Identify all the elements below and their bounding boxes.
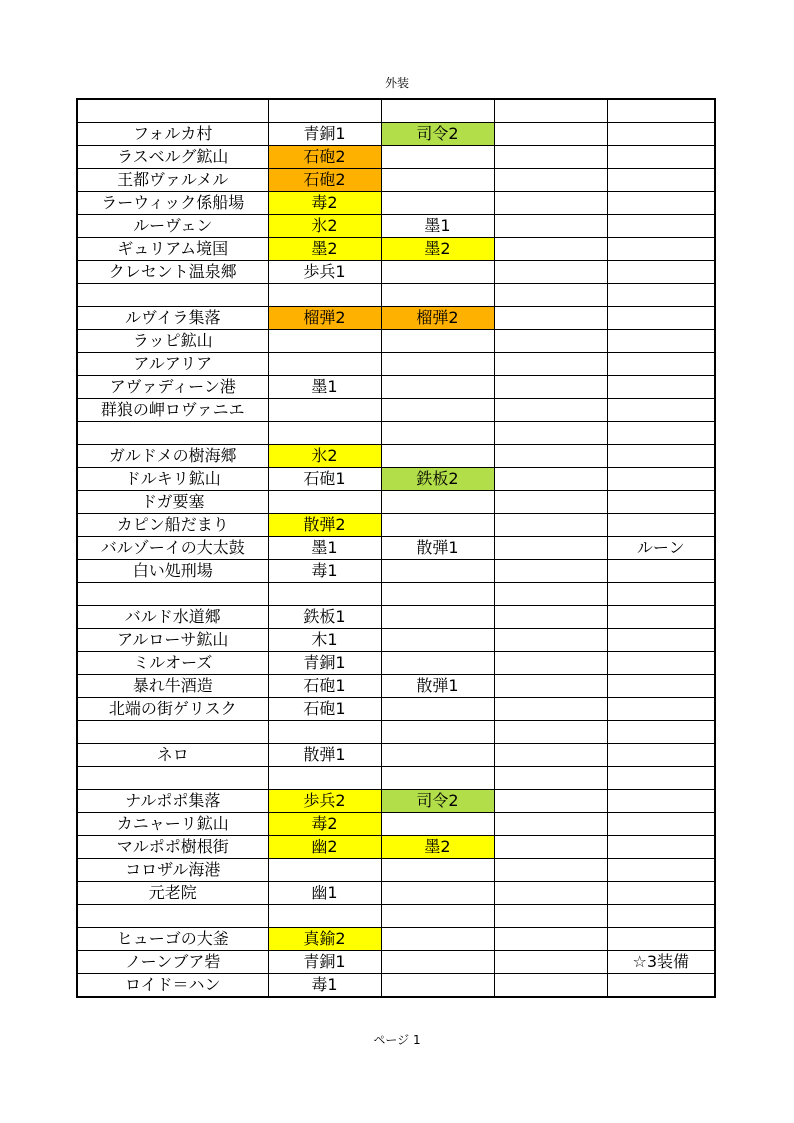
table-row — [77, 376, 715, 399]
cell-col-c[interactable] — [381, 491, 494, 514]
cell-location[interactable]: クレセント温泉郷 — [77, 261, 268, 284]
cell-col-b[interactable] — [268, 767, 381, 790]
cell-location[interactable] — [77, 99, 268, 123]
table-row — [77, 146, 715, 169]
cell-col-e[interactable] — [607, 376, 715, 399]
cell-location[interactable]: 元老院 — [77, 882, 268, 905]
cell-col-d[interactable] — [494, 376, 607, 399]
cell-col-e[interactable] — [607, 422, 715, 445]
cell-col-d[interactable] — [494, 215, 607, 238]
cell-col-b[interactable]: 榴弾2 — [268, 307, 381, 330]
cell-col-d[interactable] — [494, 859, 607, 882]
page-footer: ページ 1 — [373, 1033, 421, 1047]
cell-col-d[interactable] — [494, 721, 607, 744]
cell-col-e[interactable] — [607, 146, 715, 169]
cell-location[interactable]: ギュリアム境国 — [77, 238, 268, 261]
cell-col-d[interactable] — [494, 836, 607, 859]
table-row — [77, 859, 715, 882]
cell-location[interactable] — [77, 422, 268, 445]
cell-col-d[interactable] — [494, 951, 607, 974]
cell-col-b[interactable]: 石砲2 — [268, 146, 381, 169]
table-row — [77, 974, 715, 998]
table-row — [77, 836, 715, 859]
cell-col-e[interactable] — [607, 974, 715, 998]
table-row — [77, 238, 715, 261]
cell-col-d[interactable] — [494, 146, 607, 169]
cell-col-b[interactable]: 毒2 — [268, 813, 381, 836]
cell-col-d[interactable] — [494, 790, 607, 813]
cell-col-b[interactable] — [268, 399, 381, 422]
cell-col-b[interactable] — [268, 491, 381, 514]
cell-col-d[interactable] — [494, 192, 607, 215]
cell-col-d[interactable] — [494, 169, 607, 192]
cell-col-e[interactable] — [607, 468, 715, 491]
cell-col-e[interactable] — [607, 583, 715, 606]
cell-col-d[interactable] — [494, 123, 607, 146]
cell-col-b[interactable]: 歩兵2 — [268, 790, 381, 813]
cell-col-b[interactable]: 墨1 — [268, 376, 381, 399]
cell-col-d[interactable] — [494, 491, 607, 514]
cell-col-b[interactable]: 幽1 — [268, 882, 381, 905]
cell-col-e[interactable] — [607, 307, 715, 330]
cell-col-b[interactable]: 石砲2 — [268, 169, 381, 192]
cell-col-d[interactable] — [494, 307, 607, 330]
cell-col-d[interactable] — [494, 445, 607, 468]
table-row — [77, 790, 715, 813]
table-row — [77, 330, 715, 353]
cell-location[interactable]: アルアリア — [77, 353, 268, 376]
cell-location[interactable]: ルヴイラ集落 — [77, 307, 268, 330]
cell-col-e[interactable] — [607, 859, 715, 882]
cell-location[interactable]: ガルドメの樹海郷 — [77, 445, 268, 468]
cell-location[interactable]: 北端の街ゲリスク — [77, 698, 268, 721]
cell-col-e[interactable] — [607, 169, 715, 192]
cell-col-c[interactable] — [381, 882, 494, 905]
cell-col-e[interactable] — [607, 238, 715, 261]
cell-col-c[interactable] — [381, 813, 494, 836]
table-row — [77, 169, 715, 192]
cell-col-d[interactable] — [494, 468, 607, 491]
cell-col-b[interactable]: 真鍮2 — [268, 928, 381, 951]
cell-col-d[interactable] — [494, 514, 607, 537]
spreadsheet-table — [76, 98, 716, 998]
table-row — [77, 399, 715, 422]
cell-col-b[interactable] — [268, 583, 381, 606]
table-row — [77, 353, 715, 376]
cell-col-b[interactable] — [268, 284, 381, 307]
cell-col-b[interactable]: 氷2 — [268, 445, 381, 468]
cell-location[interactable]: カピン船だまり — [77, 514, 268, 537]
cell-location[interactable]: バルゾーイの大太鼓 — [77, 537, 268, 560]
page-header: 外装 — [384, 76, 409, 90]
cell-col-e[interactable] — [607, 767, 715, 790]
cell-col-d[interactable] — [494, 330, 607, 353]
cell-location[interactable] — [77, 767, 268, 790]
cell-col-e[interactable] — [607, 744, 715, 767]
cell-col-b[interactable]: 散弾2 — [268, 514, 381, 537]
cell-col-b[interactable]: 墨2 — [268, 238, 381, 261]
cell-location[interactable]: ルーヴェン — [77, 215, 268, 238]
cell-location[interactable] — [77, 284, 268, 307]
cell-col-d[interactable] — [494, 767, 607, 790]
cell-col-b[interactable]: 青銅1 — [268, 123, 381, 146]
cell-col-c[interactable] — [381, 330, 494, 353]
table-row — [77, 583, 715, 606]
cell-location[interactable]: バルド水道郷 — [77, 606, 268, 629]
table-row — [77, 215, 715, 238]
cell-col-b[interactable] — [268, 353, 381, 376]
cell-location[interactable]: アヴァディーン港 — [77, 376, 268, 399]
cell-col-e[interactable] — [607, 353, 715, 376]
table-row — [77, 537, 715, 560]
cell-col-d[interactable] — [494, 560, 607, 583]
cell-col-b[interactable]: 石砲1 — [268, 698, 381, 721]
cell-location[interactable]: 群狼の岬ロヴァニエ — [77, 399, 268, 422]
cell-col-e[interactable] — [607, 284, 715, 307]
cell-location[interactable]: ドガ要塞 — [77, 491, 268, 514]
cell-location[interactable]: ラーウィック係船場 — [77, 192, 268, 215]
cell-col-e[interactable]: ルーン — [607, 537, 715, 560]
table-row — [77, 813, 715, 836]
table-row — [77, 514, 715, 537]
cell-location[interactable]: 王都ヴァルメル — [77, 169, 268, 192]
table-row — [77, 422, 715, 445]
cell-location[interactable] — [77, 905, 268, 928]
cell-col-c[interactable] — [381, 859, 494, 882]
cell-col-e[interactable] — [607, 905, 715, 928]
cell-col-c[interactable] — [381, 146, 494, 169]
cell-col-c[interactable] — [381, 399, 494, 422]
spreadsheet-body — [77, 99, 715, 997]
cell-col-c[interactable]: 司令2 — [381, 123, 494, 146]
cell-col-c[interactable]: 散弾1 — [381, 537, 494, 560]
cell-col-c[interactable] — [381, 514, 494, 537]
table-row — [77, 284, 715, 307]
cell-location[interactable]: マルポポ樹根街 — [77, 836, 268, 859]
cell-col-b[interactable]: 石砲1 — [268, 675, 381, 698]
cell-col-c[interactable] — [381, 284, 494, 307]
cell-col-b[interactable]: 石砲1 — [268, 468, 381, 491]
cell-col-d[interactable] — [494, 261, 607, 284]
cell-col-c[interactable] — [381, 905, 494, 928]
cell-col-c[interactable]: 墨2 — [381, 238, 494, 261]
cell-location[interactable] — [77, 583, 268, 606]
table-row — [77, 721, 715, 744]
table-row — [77, 123, 715, 146]
cell-location[interactable] — [77, 721, 268, 744]
cell-col-e[interactable] — [607, 813, 715, 836]
cell-col-d[interactable] — [494, 353, 607, 376]
cell-col-c[interactable] — [381, 376, 494, 399]
table-row — [77, 307, 715, 330]
cell-col-c[interactable]: 司令2 — [381, 790, 494, 813]
table-row — [77, 744, 715, 767]
cell-col-e[interactable] — [607, 882, 715, 905]
cell-location[interactable]: 白い処刑場 — [77, 560, 268, 583]
cell-location[interactable]: ノーンブア砦 — [77, 951, 268, 974]
cell-col-e[interactable] — [607, 606, 715, 629]
cell-col-d[interactable] — [494, 238, 607, 261]
cell-location[interactable]: ヒューゴの大釜 — [77, 928, 268, 951]
cell-col-e[interactable] — [607, 836, 715, 859]
cell-col-d[interactable] — [494, 974, 607, 998]
cell-col-b[interactable]: 青銅1 — [268, 652, 381, 675]
cell-col-b[interactable]: 散弾1 — [268, 744, 381, 767]
table-row — [77, 951, 715, 974]
cell-col-b[interactable] — [268, 905, 381, 928]
cell-col-e[interactable] — [607, 330, 715, 353]
cell-location[interactable]: ラッピ鉱山 — [77, 330, 268, 353]
cell-location[interactable]: ミルオーズ — [77, 652, 268, 675]
cell-location[interactable]: ネロ — [77, 744, 268, 767]
table-row — [77, 882, 715, 905]
cell-col-e[interactable]: ☆3装備 — [607, 951, 715, 974]
cell-col-b[interactable]: 木1 — [268, 629, 381, 652]
cell-col-d[interactable] — [494, 583, 607, 606]
cell-col-e[interactable] — [607, 629, 715, 652]
cell-col-b[interactable]: 青銅1 — [268, 951, 381, 974]
cell-col-b[interactable]: 毒2 — [268, 192, 381, 215]
cell-col-c[interactable] — [381, 721, 494, 744]
cell-location[interactable]: コロザル海港 — [77, 859, 268, 882]
cell-col-b[interactable] — [268, 859, 381, 882]
cell-col-b[interactable] — [268, 422, 381, 445]
cell-col-b[interactable]: 氷2 — [268, 215, 381, 238]
cell-col-e[interactable] — [607, 652, 715, 675]
cell-col-e[interactable] — [607, 491, 715, 514]
cell-col-c[interactable]: 鉄板2 — [381, 468, 494, 491]
table-row — [77, 629, 715, 652]
cell-col-d[interactable] — [494, 698, 607, 721]
cell-col-c[interactable] — [381, 353, 494, 376]
table-row — [77, 99, 715, 123]
cell-location[interactable]: カニャーリ鉱山 — [77, 813, 268, 836]
cell-col-c[interactable] — [381, 928, 494, 951]
table-row — [77, 675, 715, 698]
table-row — [77, 468, 715, 491]
cell-col-b[interactable]: 歩兵1 — [268, 261, 381, 284]
cell-col-d[interactable] — [494, 675, 607, 698]
cell-col-c[interactable] — [381, 767, 494, 790]
cell-col-c[interactable] — [381, 583, 494, 606]
cell-col-e[interactable] — [607, 675, 715, 698]
cell-col-e[interactable] — [607, 560, 715, 583]
cell-col-c[interactable]: 散弾1 — [381, 675, 494, 698]
cell-col-e[interactable] — [607, 790, 715, 813]
cell-col-e[interactable] — [607, 928, 715, 951]
cell-col-c[interactable] — [381, 560, 494, 583]
cell-col-b[interactable] — [268, 721, 381, 744]
table-row — [77, 652, 715, 675]
table-row — [77, 767, 715, 790]
table-row — [77, 491, 715, 514]
cell-col-d[interactable] — [494, 744, 607, 767]
cell-col-e[interactable] — [607, 721, 715, 744]
cell-col-d[interactable] — [494, 652, 607, 675]
cell-col-e[interactable] — [607, 192, 715, 215]
table-row — [77, 192, 715, 215]
table-row — [77, 560, 715, 583]
cell-col-e[interactable] — [607, 261, 715, 284]
cell-col-e[interactable] — [607, 698, 715, 721]
table-row — [77, 445, 715, 468]
cell-location[interactable]: 暴れ牛酒造 — [77, 675, 268, 698]
cell-col-e[interactable] — [607, 123, 715, 146]
cell-col-d[interactable] — [494, 629, 607, 652]
cell-col-b[interactable]: 毒1 — [268, 560, 381, 583]
cell-location[interactable]: ナルポポ集落 — [77, 790, 268, 813]
cell-location[interactable]: アルローサ鉱山 — [77, 629, 268, 652]
cell-col-c[interactable] — [381, 99, 494, 123]
cell-col-d[interactable] — [494, 928, 607, 951]
cell-location[interactable]: ラスベルグ鉱山 — [77, 146, 268, 169]
cell-col-c[interactable] — [381, 445, 494, 468]
cell-col-d[interactable] — [494, 99, 607, 123]
cell-col-c[interactable]: 榴弾2 — [381, 307, 494, 330]
cell-col-d[interactable] — [494, 606, 607, 629]
cell-col-e[interactable] — [607, 399, 715, 422]
cell-col-c[interactable] — [381, 261, 494, 284]
table-row — [77, 905, 715, 928]
cell-col-c[interactable] — [381, 422, 494, 445]
cell-col-b[interactable]: 鉄板1 — [268, 606, 381, 629]
cell-col-d[interactable] — [494, 422, 607, 445]
cell-col-b[interactable] — [268, 99, 381, 123]
cell-col-b[interactable]: 墨1 — [268, 537, 381, 560]
cell-col-c[interactable] — [381, 652, 494, 675]
cell-col-c[interactable] — [381, 974, 494, 998]
cell-col-c[interactable] — [381, 698, 494, 721]
cell-col-c[interactable] — [381, 951, 494, 974]
cell-col-b[interactable] — [268, 330, 381, 353]
cell-col-d[interactable] — [494, 399, 607, 422]
cell-col-d[interactable] — [494, 905, 607, 928]
cell-location[interactable]: フォルカ村 — [77, 123, 268, 146]
cell-location[interactable]: ドルキリ鉱山 — [77, 468, 268, 491]
cell-location[interactable]: ロイド＝ハン — [77, 974, 268, 998]
cell-col-b[interactable]: 毒1 — [268, 974, 381, 998]
table-row — [77, 698, 715, 721]
cell-col-d[interactable] — [494, 537, 607, 560]
cell-col-b[interactable]: 幽2 — [268, 836, 381, 859]
table-row — [77, 606, 715, 629]
cell-col-c[interactable] — [381, 744, 494, 767]
cell-col-c[interactable] — [381, 629, 494, 652]
table-row — [77, 261, 715, 284]
cell-col-c[interactable] — [381, 192, 494, 215]
cell-col-e[interactable] — [607, 514, 715, 537]
cell-col-c[interactable] — [381, 169, 494, 192]
cell-col-d[interactable] — [494, 284, 607, 307]
cell-col-c[interactable]: 墨2 — [381, 836, 494, 859]
cell-col-c[interactable]: 墨1 — [381, 215, 494, 238]
cell-col-e[interactable] — [607, 99, 715, 123]
cell-col-d[interactable] — [494, 813, 607, 836]
cell-col-c[interactable] — [381, 606, 494, 629]
cell-col-e[interactable] — [607, 445, 715, 468]
table-row — [77, 928, 715, 951]
cell-col-d[interactable] — [494, 882, 607, 905]
cell-col-e[interactable] — [607, 215, 715, 238]
